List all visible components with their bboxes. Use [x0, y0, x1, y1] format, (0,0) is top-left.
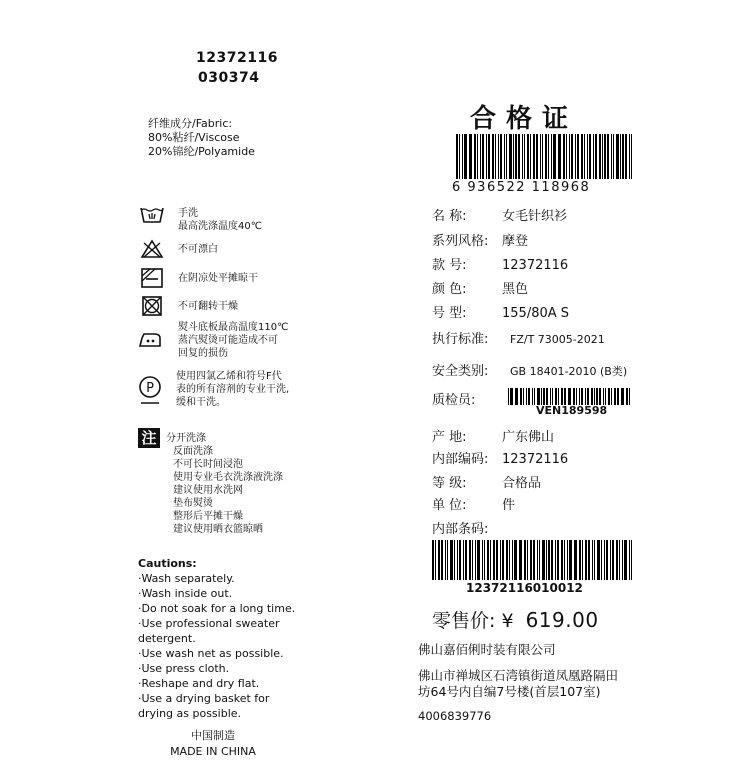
barcode-bar [621, 388, 622, 405]
barcode-bar [533, 540, 535, 580]
barcode-bar [477, 134, 478, 179]
barcode-bar [450, 540, 452, 580]
barcode-bar [569, 540, 571, 580]
barcode-bar [608, 388, 610, 405]
country-of-origin: 中国制造 MADE IN CHINA [170, 729, 256, 758]
barcode-bar [509, 134, 511, 179]
barcode-bar [522, 134, 523, 179]
barcode-bar [486, 134, 487, 179]
barcode-bar [488, 134, 489, 179]
barcode-bar [563, 134, 565, 179]
barcode-bar [589, 134, 591, 179]
barcode-bar [574, 540, 575, 580]
barcode-bar [475, 540, 477, 580]
barcode-bar [585, 388, 586, 405]
barcode-bar [515, 388, 516, 405]
info-row-standard: 执行标准: FZ/T 73005-2021 [432, 332, 605, 347]
barcode-bar [558, 134, 559, 179]
svg-text:P: P [146, 381, 154, 396]
barcode-bar [575, 134, 576, 179]
barcode-bar [438, 540, 440, 580]
barcode-bar [594, 540, 596, 580]
barcode-bar [527, 540, 528, 580]
barcode-bar [575, 540, 577, 580]
barcode-bar [604, 540, 606, 580]
barcode-bar [492, 134, 494, 179]
barcode-bar [617, 388, 619, 405]
barcode-bar [581, 388, 583, 405]
barcode-bar [537, 540, 538, 580]
barcode-bar [582, 540, 583, 580]
barcode-bar [518, 134, 520, 179]
info-row-name: 名 称: 女毛针织衫 [432, 209, 568, 224]
barcode-bar [498, 134, 499, 179]
barcode-bar [470, 134, 471, 179]
barcode-bar [469, 540, 471, 580]
info-row-size: 号 型: 155/80A S [432, 306, 570, 321]
care-text: 使用四氯乙烯和符号F代 表的所有溶剂的专业干洗, 缓和干洗。 [176, 371, 290, 408]
fabric-title: 纤维成分/Fabric: [148, 117, 233, 130]
barcode-bar [504, 134, 505, 179]
barcode-bar [477, 540, 479, 580]
barcode-bar [569, 134, 570, 179]
barcode-bar [519, 540, 520, 580]
barcode-bar [591, 388, 593, 405]
barcode-bar [515, 134, 516, 179]
barcode-bar [585, 540, 587, 580]
barcode-bar [581, 134, 583, 179]
barcode-bar [616, 134, 618, 179]
barcode-bar [514, 540, 516, 580]
barcode-bar [568, 388, 569, 405]
barcode-bar [604, 134, 605, 179]
barcode-bar [624, 540, 626, 580]
barcode-bar [530, 134, 531, 179]
barcode-bar [530, 540, 532, 580]
note-mark-icon: 注 [138, 428, 160, 448]
barcode-bar [506, 134, 507, 179]
fabric-line: 20%锦纶/Polyamide [148, 145, 255, 158]
company-name: 佛山嘉佰俐时装有限公司 [418, 642, 556, 657]
care-text: 手洗 最高洗涤温度40℃ [178, 208, 262, 232]
barcode-bar [555, 388, 557, 405]
barcode-bar [536, 134, 538, 179]
barcode-bar [487, 540, 489, 580]
certificate-title: 合格证 [470, 104, 579, 134]
color-code: 030374 [198, 70, 260, 86]
barcode-bar [629, 540, 630, 580]
barcode-bar [594, 388, 595, 405]
barcode-bar [597, 540, 599, 580]
product-barcode [456, 134, 634, 179]
cautions-title: Cautions: [138, 557, 197, 570]
barcode-bar [465, 540, 467, 580]
barcode-bar [526, 388, 527, 405]
barcode-bar [620, 134, 621, 179]
barcode-bar [469, 134, 470, 179]
barcode-bar [534, 388, 535, 405]
care-text: 不可翻转干燥 [178, 301, 238, 312]
barcode-bar [445, 540, 446, 580]
barcode-bar [573, 388, 575, 405]
barcode-bar [524, 134, 525, 179]
barcode-bar [555, 540, 556, 580]
barcode-bar [441, 540, 443, 580]
barcode-bar [601, 540, 602, 580]
barcode-bar [502, 540, 504, 580]
barcode-bar [564, 540, 565, 580]
barcode-bar [602, 134, 603, 179]
barcode-bar [629, 388, 630, 405]
barcode-bar [557, 540, 559, 580]
barcode-bar [622, 388, 623, 405]
barcode-bar [564, 388, 566, 405]
barcode-bar [607, 134, 609, 179]
barcode-bar [587, 134, 588, 179]
barcode-bar [508, 388, 509, 405]
style-code: 12372116 [196, 50, 278, 66]
barcode-bar [629, 134, 630, 179]
barcode-bar [561, 540, 563, 580]
info-row-safety: 安全类别: GB 18401-2010 (B类) [432, 364, 628, 379]
barcode-bar [631, 134, 632, 179]
barcode-bar [566, 134, 567, 179]
barcode-bar [631, 540, 633, 580]
barcode-bar [456, 134, 458, 179]
barcode-bar [520, 540, 522, 580]
barcode-bar [551, 540, 553, 580]
barcode-bar [474, 134, 476, 179]
barcode-bar [626, 388, 628, 405]
barcode-bar [482, 134, 484, 179]
barcode-bar [571, 134, 573, 179]
barcode-bar [561, 388, 562, 405]
barcode-bar [577, 134, 578, 179]
barcode-bar [551, 134, 552, 179]
care-notes: 分开洗涤 反面洗涤 不可长时间浸泡 使用专业毛衣洗涤液洗涤 建议使用水洗网 垫布熨烫 整形后平摊干燥 建议使用晒衣篮晾晒 [166, 433, 283, 535]
barcode-bar [587, 388, 588, 405]
barcode-bar [542, 134, 543, 179]
barcode-bar [533, 134, 534, 179]
barcode-bar [612, 540, 614, 580]
barcode-bar [482, 540, 483, 580]
barcode-bar [542, 540, 544, 580]
barcode-bar [435, 540, 436, 580]
fabric-composition [148, 117, 255, 159]
barcode-bar [462, 134, 463, 179]
barcode-bar [495, 134, 496, 179]
cautions: Cautions: ·Wash separately. ·Wash inside out. ·Do not soak for a long time. ·Use professional sweater detergent. ·Use wash net as possible. ·Use press cloth. ·Reshape and dry flat. ·Use a drying basket for drying as possible. [138, 557, 296, 720]
barcode-bar [541, 388, 542, 405]
barcode-bar [596, 388, 597, 405]
barcode-bar [480, 134, 481, 179]
company-phone: 4006839776 [418, 709, 492, 723]
barcode-bar [593, 134, 594, 179]
barcode-bar [500, 134, 502, 179]
barcode-bar [550, 388, 551, 405]
barcode-bar [599, 134, 601, 179]
barcode-bar [611, 388, 612, 405]
barcode-bar [592, 540, 593, 580]
barcode-bar [516, 388, 517, 405]
barcode-bar [576, 388, 577, 405]
inspector-barcode [508, 388, 632, 405]
barcode-bar [614, 388, 615, 405]
barcode-bar [613, 134, 614, 179]
barcode-bar [603, 388, 604, 405]
barcode-bar [496, 540, 498, 580]
barcode-bar [622, 540, 624, 580]
internal-barcode-label: 内部条码: [432, 522, 489, 537]
barcode-bar [464, 134, 466, 179]
info-row-unit: 单 位: 件 [432, 498, 516, 513]
barcode-bar [506, 540, 508, 580]
info-row-style-no: 款 号: 12372116 [432, 258, 569, 273]
barcode-bar [493, 540, 495, 580]
barcode-bar [569, 388, 570, 405]
company-address: 坊64号内自编7号楼(首层107室) [418, 684, 601, 699]
barcode-bar [454, 540, 455, 580]
iron-medium-icon [138, 329, 162, 353]
barcode-bar [616, 540, 618, 580]
barcode-bar [579, 540, 581, 580]
barcode-bar [605, 388, 606, 405]
info-row-grade: 等 级: 合格品 [432, 476, 542, 491]
barcode-bar [520, 388, 522, 405]
barcode-bar [510, 388, 512, 405]
barcode-bar [490, 540, 491, 580]
barcode-bar [513, 134, 514, 179]
care-text: 熨斗底板最高温度110℃ 蒸汽熨烫可能造成不可 回复的损伤 [178, 322, 289, 359]
do-not-tumble-dry-icon [140, 296, 164, 320]
barcode-bar [545, 134, 547, 179]
barcode-bar [619, 540, 620, 580]
info-row-internal-code: 内部编码: 12372116 [432, 452, 569, 467]
barcode-bar [548, 540, 550, 580]
barcode-bar [588, 540, 590, 580]
barcode-bar [457, 540, 459, 580]
barcode-bar [625, 134, 627, 179]
barcode-bar [524, 540, 526, 580]
fabric-line: 80%粘纤/Viscose [148, 131, 240, 144]
barcode-bar [606, 540, 608, 580]
barcode-bar [584, 134, 585, 179]
barcode-bar [527, 134, 529, 179]
internal-barcode [432, 540, 634, 580]
barcode-bar [543, 388, 544, 405]
barcode-bar [552, 388, 553, 405]
barcode-bar [610, 540, 611, 580]
barcode-bar [532, 388, 533, 405]
inspector-code: VEN189598 [536, 404, 608, 417]
barcode-bar [599, 388, 601, 405]
dry-clean-p-icon [138, 375, 162, 415]
barcode-bar [559, 134, 560, 179]
company-address: 佛山市禅城区石湾镇街道凤凰路隔田 [418, 668, 619, 683]
barcode-bar [459, 540, 461, 580]
barcode-bar [484, 540, 486, 580]
barcode-bar [528, 388, 530, 405]
barcode-bar [472, 540, 473, 580]
barcode-bar [558, 388, 559, 405]
barcode-bar [548, 134, 549, 179]
hand-wash-icon [140, 205, 164, 229]
care-text: 不可漂白 [178, 244, 218, 255]
retail-price: 零售价: ¥ 619.00 [432, 608, 599, 632]
barcode-bar [567, 540, 569, 580]
barcode-bar [459, 134, 460, 179]
barcode-bar [512, 540, 514, 580]
barcode-bar [523, 388, 524, 405]
inspector-label: 质检员: [432, 393, 476, 408]
barcode-bar [500, 540, 501, 580]
barcode-bar [537, 388, 539, 405]
internal-barcode-number: 12372116010012 [466, 581, 583, 595]
info-row-origin: 产 地: 广东佛山 [432, 430, 555, 445]
barcode-bar [539, 540, 541, 580]
care-text: 在阴凉处平摊晾干 [178, 273, 258, 284]
do-not-bleach-icon [140, 239, 164, 263]
company-info [418, 642, 618, 724]
barcode-bar [579, 388, 580, 405]
barcode-bar [447, 540, 449, 580]
barcode-bar [509, 540, 510, 580]
info-row-series: 系列风格: 摩登 [432, 234, 529, 249]
barcode-bar [546, 388, 548, 405]
info-row-color: 颜 色: 黑色 [432, 282, 529, 297]
dry-flat-shade-icon [140, 268, 164, 292]
barcode-bar [595, 134, 596, 179]
barcode-bar [463, 540, 464, 580]
barcode-bar [540, 134, 541, 179]
barcode-bar [622, 134, 623, 179]
barcode-bar [553, 134, 555, 179]
barcode-bar [432, 540, 434, 580]
barcode-bar [546, 540, 547, 580]
barcode-bar [611, 134, 612, 179]
price-value: 619.00 [525, 608, 599, 632]
product-barcode-number: 6 936522 118968 [452, 180, 591, 195]
